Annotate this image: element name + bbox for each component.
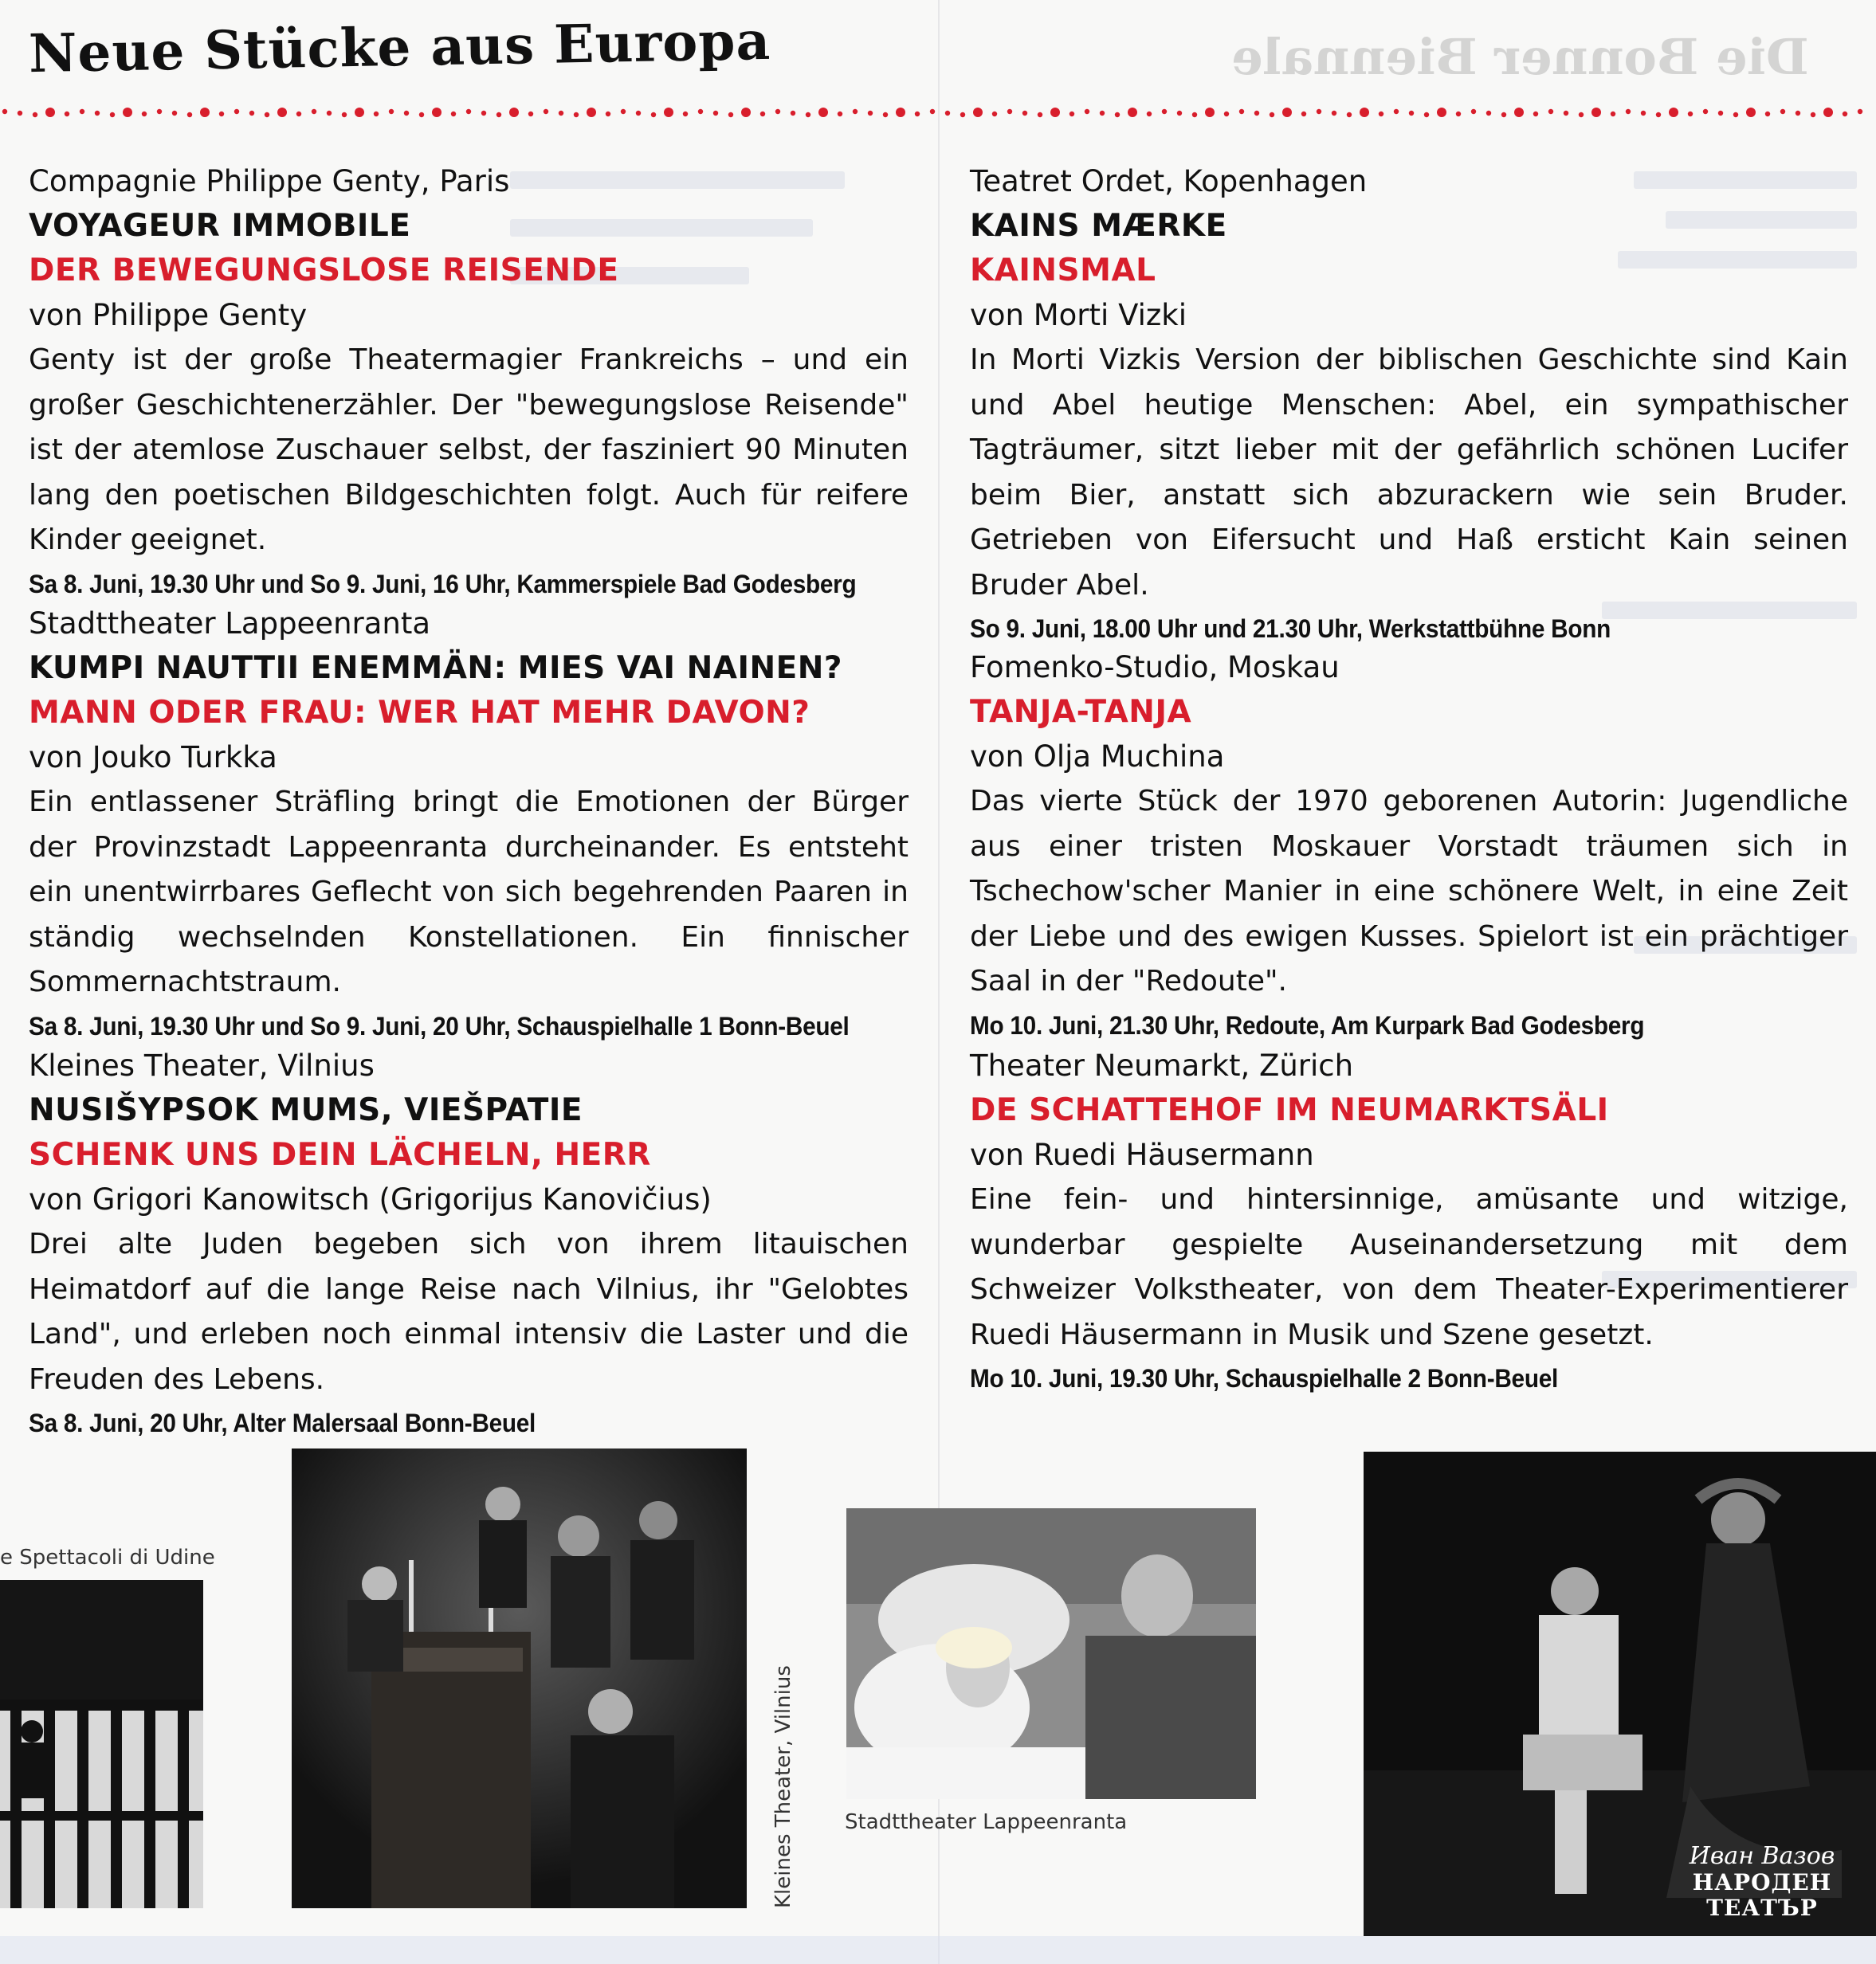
company: Stadttheater Lappeenranta: [29, 606, 431, 641]
german-title: MANN ODER FRAU: WER HAT MEHR DAVON?: [29, 695, 810, 731]
play-entry: [970, 159, 1848, 645]
play-entry: [29, 602, 909, 1044]
photo-caption-lappeenranta: Stadttheater Lappeenranta: [845, 1810, 1128, 1834]
description: Genty ist der große Theatermagier Frankreichs – und ein großer Geschichtenerzähler. Der "bewegungslose Reisende" ist der atemlose Zuschauer selbst, der fasziniert 90 Minuten lang den poetischen Bildgeschichten folgt. Auch für reifere Kinder geeignet.: [29, 343, 909, 556]
author: von Jouko Turkka: [29, 740, 277, 774]
author: von Philippe Genty: [29, 298, 308, 332]
play-entry: [970, 1044, 1848, 1399]
photo-kleines-theater: [292, 1448, 747, 1908]
author: von Morti Vizki: [970, 298, 1187, 332]
performance-dates: Sa 8. Juni, 20 Uhr, Alter Malersaal Bonn-Beuel: [29, 1409, 536, 1437]
play-entry: [29, 1044, 909, 1444]
performance-dates: Sa 8. Juni, 19.30 Uhr und So 9. Juni, 16 Uhr, Kammerspiele Bad Godesberg: [29, 569, 857, 598]
german-title: DER BEWEGUNGSLOSE REISENDE: [29, 253, 619, 288]
logo-line-1: НАРОДЕН: [1692, 1869, 1832, 1895]
company: Kleines Theater, Vilnius: [29, 1049, 375, 1083]
description: In Morti Vizkis Version der biblischen Geschichte sind Kain und Abel heutige Menschen: Abel, ein sympathischer Tagträumer, sitzt lieber mit der gefährlich schönen Lucifer beim Bier, anstatt sich abzurackern wie sein Bruder. Getrieben von Eifersucht und Haß ersticht Kain seinen Bruder Abel.: [970, 343, 1848, 602]
german-title: KAINSMAL: [970, 253, 1156, 288]
original-title: KUMPI NAUTTII ENEMMÄN: MIES VAI NAINEN?: [29, 650, 843, 686]
performance-dates: Sa 8. Juni, 19.30 Uhr und So 9. Juni, 20 Uhr, Schauspielhalle 1 Bonn-Beuel: [29, 1011, 850, 1041]
logo-signature: Иван Вазов: [1689, 1842, 1835, 1870]
play-entry: [29, 159, 909, 602]
description: Eine fein- und hintersinnige, amüsante und witzige, wunderbar gespielte Auseinandersetzung mit dem Schweizer Volkstheater, von dem Theater-Experimentierer Ruedi Häusermann in Musik und Szene gesetzt.: [970, 1183, 1848, 1351]
author: von Grigori Kanowitsch (Grigorijus Kanovičius): [29, 1182, 712, 1217]
photo-udine: [0, 1580, 203, 1908]
original-title: VOYAGEUR IMMOBILE: [29, 208, 411, 244]
photo-stadttheater: [846, 1508, 1256, 1799]
company: Teatret Ordet, Kopenhagen: [970, 164, 1368, 198]
author: von Ruedi Häusermann: [970, 1138, 1314, 1172]
author: von Olja Muchina: [970, 739, 1225, 774]
right-column: [970, 159, 1848, 1399]
left-column: [29, 159, 909, 1444]
page-title: Neue Stücke aus Europa: [28, 9, 771, 85]
bottom-band: [0, 1936, 1876, 1964]
performance-dates: Mo 10. Juni, 19.30 Uhr, Schauspielhalle 2 Bonn-Beuel: [970, 1364, 1558, 1393]
performance-dates: Mo 10. Juni, 21.30 Uhr, Redoute, Am Kurpark Bad Godesberg: [970, 1010, 1645, 1040]
company: Compagnie Philippe Genty, Paris: [29, 164, 510, 198]
description: Das vierte Stück der 1970 geborenen Autorin: Jugendliche aus einer tristen Moskauer Vorstadt träumen sich in Tschechow'scher Manier in eine schönere Welt, in eine Zeit der Liebe und des ewigen Kusses. Spielort ist ein prächtiger Saal in der "Redoute".: [970, 785, 1848, 998]
dotted-divider: [0, 99, 1876, 131]
original-title: KAINS MÆRKE: [970, 208, 1227, 244]
original-title: NUSIŠYPSOK MUMS, VIEŠPATIE: [29, 1092, 583, 1128]
company: Fomenko-Studio, Moskau: [970, 650, 1340, 684]
logo-line-2: ТЕАТЪР: [1706, 1895, 1818, 1921]
company: Theater Neumarkt, Zürich: [970, 1049, 1354, 1083]
description: Ein entlassener Sträfling bringt die Emotionen der Bürger der Provinzstadt Lappeenranta durcheinander. Es entsteht ein unentwirrbares Geflecht von sich begehrenden Paaren in ständig wechselnden Konstellationen. Ein finnischer Sommernachtstraum.: [29, 786, 909, 998]
german-title: DE SCHATTEHOF IM NEUMARKTSÄLI: [970, 1092, 1609, 1128]
german-title: SCHENK UNS DEIN LÄCHELN, HERR: [29, 1137, 651, 1173]
description: Drei alte Juden begeben sich von ihrem litauischen Heimatdorf auf die lange Reise nach Vilnius, ihr "Gelobtes Land", und erleben noch einmal intensiv die Laster und die Freuden des Lebens.: [29, 1228, 909, 1396]
photo-caption-vilnius: Kleines Theater, Vilnius: [771, 1665, 795, 1908]
play-entry: [970, 645, 1848, 1044]
performance-dates: So 9. Juni, 18.00 Uhr und 21.30 Uhr, Werkstattbühne Bonn: [970, 614, 1611, 643]
ghost-title: Die Bonner Biennale: [1231, 28, 1809, 86]
photo-caption-udine: e Spettacoli di Udine: [0, 1546, 215, 1570]
german-title: TANJA-TANJA: [970, 694, 1192, 730]
theatre-logo: [1686, 1843, 1838, 1921]
